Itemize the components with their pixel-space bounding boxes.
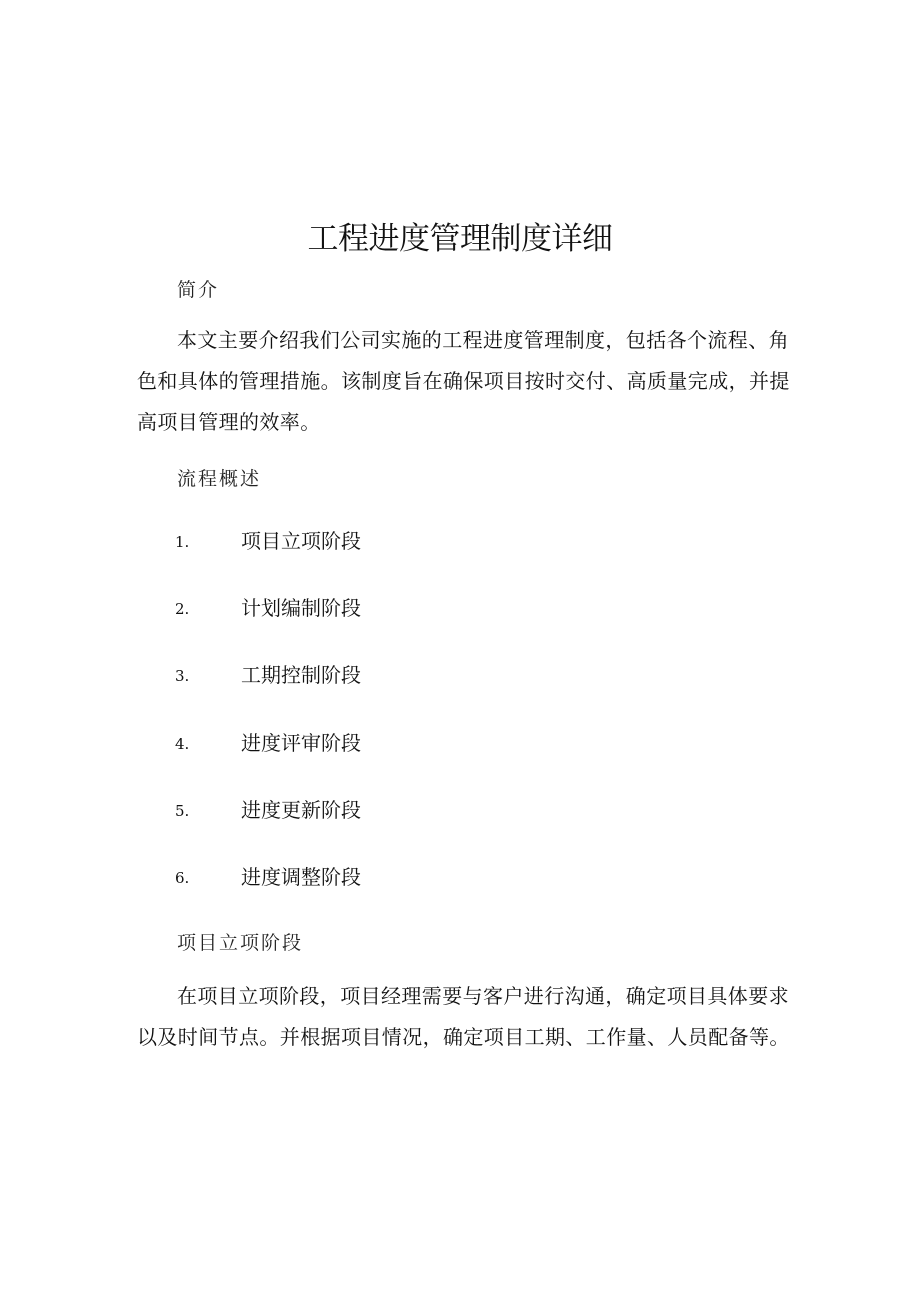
intro-heading: 简介: [177, 279, 220, 301]
list-item: [175, 862, 575, 892]
list-item-number: 1.: [175, 533, 190, 551]
list-item-number: 2.: [175, 600, 190, 618]
list-item: [175, 593, 575, 623]
list-item: [175, 728, 575, 758]
intro-paragraph: 本文主要介绍我们公司实施的工程进度管理制度，包括各个流程、角色和具体的管理措施。该制度旨在确保项目按时交付、高质量完成，并提高项目管理的效率。: [137, 328, 790, 434]
project-initiation-heading: 项目立项阶段: [177, 932, 304, 954]
list-item-label: 项目立项阶段: [241, 529, 361, 553]
list-item: [175, 660, 575, 690]
document-title: 工程进度管理制度详细: [307, 221, 613, 257]
list-item-label: 进度调整阶段: [241, 865, 361, 889]
list-item-number: 6.: [175, 869, 190, 887]
list-item-label: 进度更新阶段: [241, 798, 361, 822]
list-item: [175, 526, 575, 556]
project-initiation-paragraph: 在项目立项阶段，项目经理需要与客户进行沟通，确定项目具体要求以及时间节点。并根据项目情况，确定项目工期、工作量、人员配备等。: [137, 984, 790, 1049]
list-item: [175, 795, 575, 825]
list-item-number: 3.: [175, 667, 190, 685]
list-item-number: 5.: [175, 802, 190, 820]
list-item-number: 4.: [175, 735, 190, 753]
list-item-label: 计划编制阶段: [241, 596, 361, 620]
list-item-label: 工期控制阶段: [241, 663, 361, 687]
overview-heading: 流程概述: [177, 468, 262, 490]
list-item-label: 进度评审阶段: [241, 731, 361, 755]
